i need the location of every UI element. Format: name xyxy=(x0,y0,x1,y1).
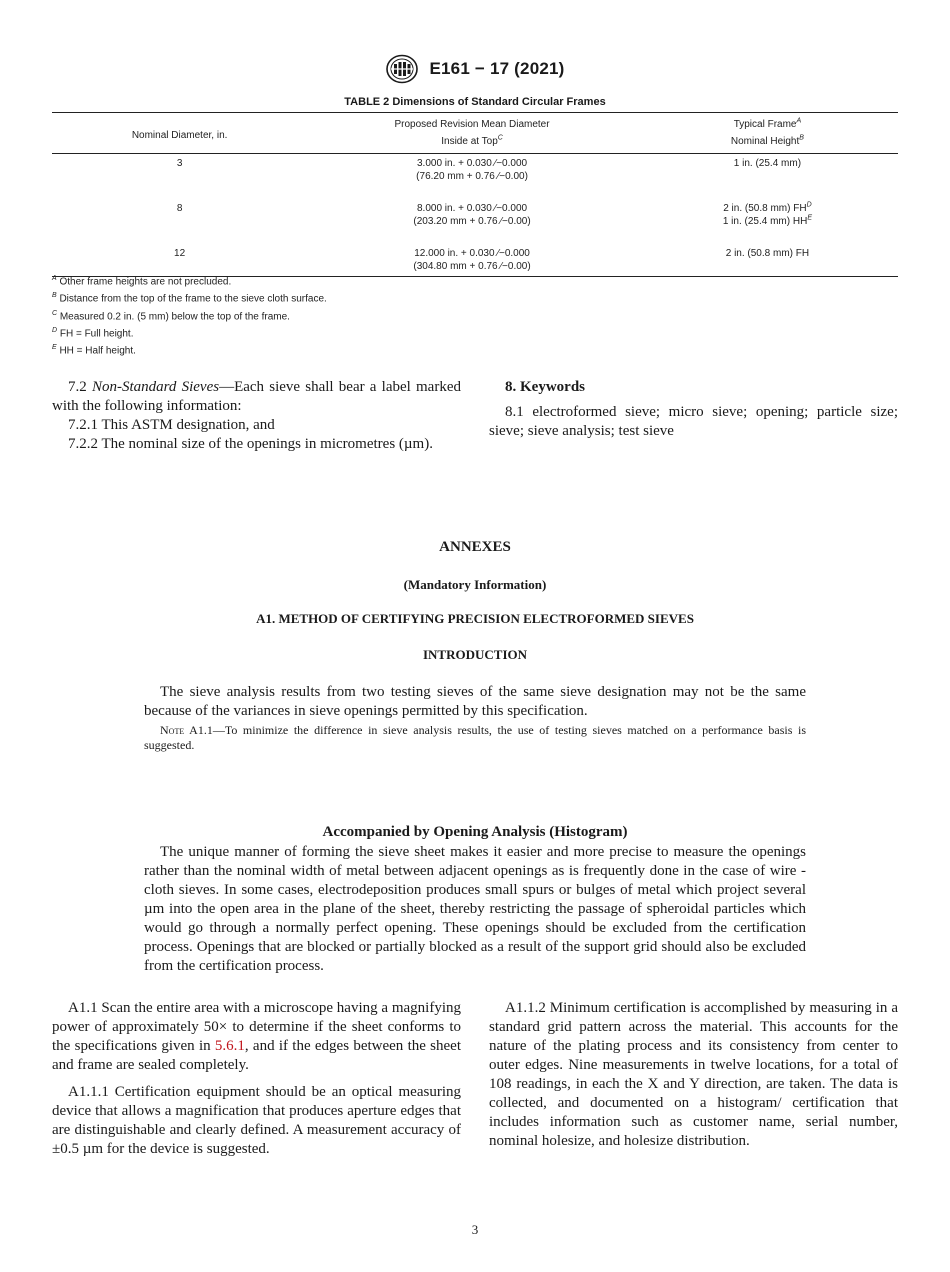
table-footnotes xyxy=(52,272,327,359)
cell-diameter: 8 xyxy=(176,203,183,214)
footnote-item: $^E$ HH = Half height. xyxy=(52,344,136,357)
cell-diameter: 12 xyxy=(52,244,307,277)
cell-inside-diameter: 3.000 in. + 0.030 ⁄−0.000 (76.20 mm + 0.76 ⁄−0.00) xyxy=(416,158,528,182)
footnote-item: $^C$ Measured 0.2 in. (5 mm) below the top of the frame. xyxy=(52,309,290,322)
header-mean-diameter-line2: Inside at Top$^C$ xyxy=(307,132,637,154)
paragraph-a1-1: A1.1 Scan the entire area with a microscope having a magnifying power of approximately 50× to determine if the sheet conforms to the specifications given in 5.6.1, and if the edges between the sheet and frame are sealed completely. xyxy=(52,1000,462,1073)
histogram-text: The unique manner of forming the sieve sheet makes it easier and more precise to measure the openings rather than the nominal width of metal between adjacent openings as is frequently done in the case of wire -cloth sieves. In some cases, electrodeposition produces small spurs or bulges of metal which project several µm into the open area in the plane of the sheet, thereby restricting the passage of spheroidal particles which would go through a normally perfect opening. These openings should be excluded from the certification process. Openings that are blocked or partially blocked as a result of the support grid should also be excluded from the certification process. xyxy=(144,844,806,974)
paragraph-7-2-2: 7.2.2 The nominal size of the openings in micrometres (µm). xyxy=(68,436,433,452)
section-a1-1 xyxy=(52,999,461,1159)
header-nominal-height: Nominal Height$^B$ xyxy=(637,132,898,154)
introduction-block xyxy=(144,683,806,753)
cell-inside-diameter: 8.000 in. + 0.030 ⁄−0.000 (203.20 mm + 0.76 ⁄−0.00) xyxy=(413,203,531,227)
histogram-heading: Accompanied by Opening Analysis (Histogram) xyxy=(322,824,628,840)
section-a1-1-2 xyxy=(489,999,898,1151)
mandatory-info-subheading: (Mandatory Information) xyxy=(403,577,547,592)
section-8 xyxy=(489,378,898,441)
paragraph-7-2: 7.2 Non-Standard Sieves—Each sieve shall bear a label marked with the following information: xyxy=(52,379,461,414)
dimensions-table xyxy=(52,112,898,277)
footnote-item: $^A$ Other frame heights are not precluded. xyxy=(52,275,232,288)
document-header xyxy=(0,54,950,86)
header-typical-frame: Typical Frame$^A$ xyxy=(637,113,898,133)
histogram-block xyxy=(144,843,806,976)
table-row xyxy=(52,154,898,200)
astm-logo-icon xyxy=(385,54,419,84)
section-7-2 xyxy=(52,378,461,454)
footnote-item: $^D$ FH = Full height. xyxy=(52,326,134,340)
header-mean-diameter-line1: Proposed Revision Mean Diameter xyxy=(307,113,637,133)
paragraph-7-2-1: 7.2.1 This ASTM designation, and xyxy=(68,417,275,433)
cell-diameter: 3 xyxy=(176,158,183,169)
paragraph-8-1: 8.1 electroformed sieve; micro sieve; opening; particle size; sieve; sieve analysis; test sieve xyxy=(489,404,898,439)
cell-frame-height: 2 in. (50.8 mm) FH xyxy=(637,244,898,277)
table-caption: TABLE 2 Dimensions of Standard Circular Frames xyxy=(344,96,606,108)
cell-frame-height: 1 in. (25.4 mm) xyxy=(733,158,802,169)
footnote-item: $^B$ Distance from the top of the frame to the sieve cloth surface. xyxy=(52,292,327,305)
page-number: 3 xyxy=(471,1222,479,1237)
cell-inside-diameter: 12.000 in. + 0.030 ⁄−0.000 (304.80 mm + 0.76 ⁄−0.00) xyxy=(307,244,637,277)
introduction-heading: INTRODUCTION xyxy=(422,647,527,662)
section-link-5-6-1[interactable]: 5.6.1 xyxy=(214,1038,245,1054)
annexes-heading: ANNEXES xyxy=(439,539,511,555)
cell-frame-height: 2 in. (50.8 mm) FH$^D$ 1 in. (25.4 mm) HH$^E$ xyxy=(722,201,812,227)
document-title: E161 − 17 (2021) xyxy=(429,59,565,78)
introduction-text: The sieve analysis results from two testing sieves of the same sieve designation may not be the same because of the variances in sieve openings permitted by this specification. xyxy=(144,684,806,719)
note-a1-1: Note A1.1—To minimize the difference in sieve analysis results, the use of testing sieves matched on a performance basis is suggested. xyxy=(144,723,806,752)
header-nominal-diameter: Nominal Diameter, in. xyxy=(52,113,307,154)
paragraph-a1-1-1: A1.1.1 Certification equipment should be an optical measuring device that allows a magnification that produces aperture edges that are distinguishable and clearly defined. A measurement accuracy of ±0.5 µm for the device is suggested. xyxy=(52,1084,461,1157)
paragraph-a1-1-2: A1.1.2 Minimum certification is accomplished by measuring in a standard grid pattern across the material. This accounts for the nature of the plating process and its consistency from center to outer edges. Nine measurements in twelve locations, for a total of 108 readings, in each the X and Y direction, are taken. The data is collected, and documented on a histogram/ certification that includes information such as customer name, serial number, nominal holesize, and holesize distribution. xyxy=(489,1000,898,1149)
annex-a1-title: A1. METHOD OF CERTIFYING PRECISION ELECTROFORMED SIEVES xyxy=(256,611,694,626)
keywords-heading: 8. Keywords xyxy=(505,379,585,395)
table-row xyxy=(52,199,898,244)
dimensions-table-container xyxy=(52,112,898,277)
